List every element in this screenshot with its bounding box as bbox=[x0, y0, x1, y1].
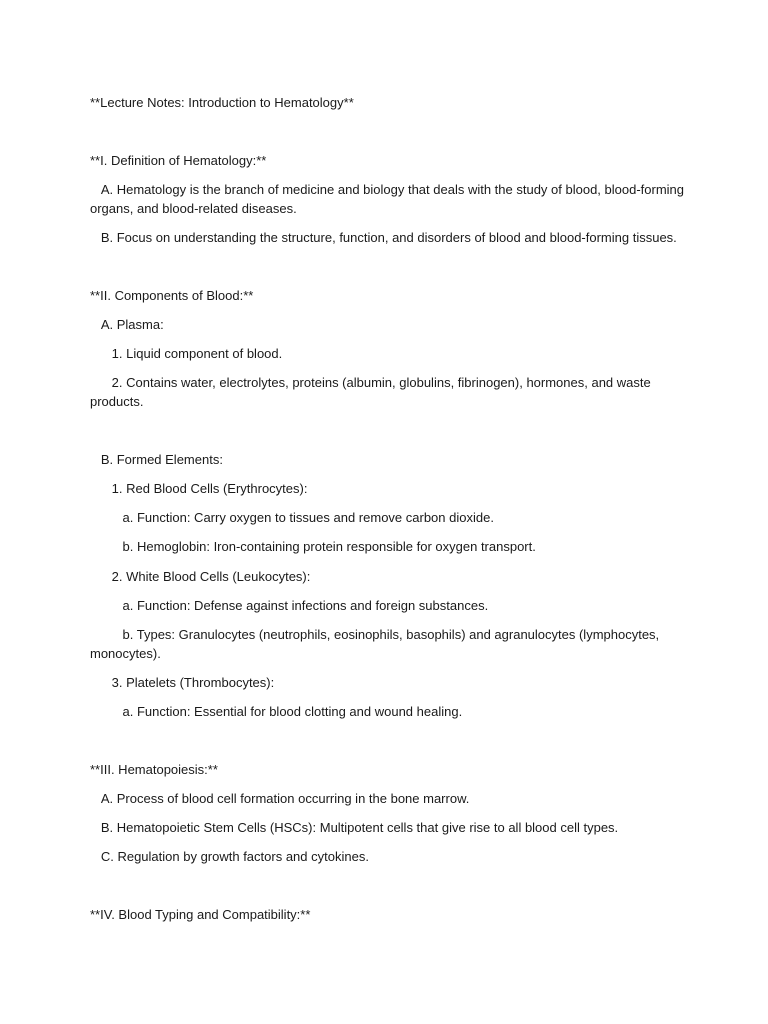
section-3-heading: **III. Hematopoiesis:** bbox=[90, 762, 218, 777]
section-3-item-c: C. Regulation by growth factors and cytokines. bbox=[90, 849, 369, 864]
plasma-heading: A. Plasma: bbox=[90, 317, 164, 332]
section-2-heading: **II. Components of Blood:** bbox=[90, 288, 254, 303]
rbc-item-a: a. Function: Carry oxygen to tissues and remove carbon dioxide. bbox=[90, 510, 494, 525]
section-4-heading: **IV. Blood Typing and Compatibility:** bbox=[90, 907, 311, 922]
section-3-item-b: B. Hematopoietic Stem Cells (HSCs): Multipotent cells that give rise to all blood cell types. bbox=[90, 820, 619, 835]
section-1-item-b: B. Focus on understanding the structure, function, and disorders of blood and blood-forming tissues. bbox=[90, 230, 677, 245]
rbc-item-b: b. Hemoglobin: Iron-containing protein responsible for oxygen transport. bbox=[90, 539, 536, 554]
wbc-item-b: b. Types: Granulocytes (neutrophils, eosinophils, basophils) and agranulocytes (lymphocytes, monocytes). bbox=[90, 627, 663, 661]
document-title: **Lecture Notes: Introduction to Hematology** bbox=[90, 95, 354, 110]
wbc-item-a: a. Function: Defense against infections and foreign substances. bbox=[90, 598, 489, 613]
rbc-heading: 1. Red Blood Cells (Erythrocytes): bbox=[90, 481, 308, 496]
formed-elements-heading: B. Formed Elements: bbox=[90, 452, 223, 467]
platelets-heading: 3. Platelets (Thrombocytes): bbox=[90, 675, 275, 690]
section-1-heading: **I. Definition of Hematology:** bbox=[90, 153, 267, 168]
section-3-item-a: A. Process of blood cell formation occurring in the bone marrow. bbox=[90, 791, 470, 806]
platelets-item-a: a. Function: Essential for blood clotting and wound healing. bbox=[90, 704, 463, 719]
plasma-item-2: 2. Contains water, electrolytes, proteins (albumin, globulins, fibrinogen), hormones, and waste products. bbox=[90, 375, 655, 409]
wbc-heading: 2. White Blood Cells (Leukocytes): bbox=[90, 569, 311, 584]
plasma-item-1: 1. Liquid component of blood. bbox=[90, 346, 283, 361]
section-1-item-a: A. Hematology is the branch of medicine and biology that deals with the study of blood, blood-forming organs, and blood-related diseases. bbox=[90, 182, 688, 216]
